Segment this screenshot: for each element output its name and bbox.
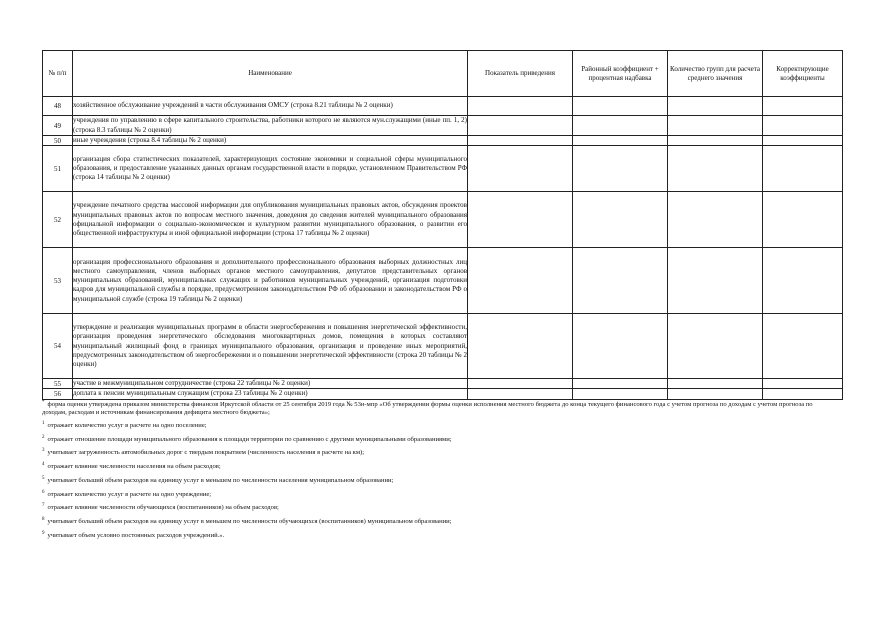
coefficient-cell (573, 314, 668, 379)
row-number: 55 (43, 379, 73, 389)
footnote-text: отражает отношение площади муниципального образования к площади территории по сравнению с другими муниципальными образованиями; (47, 435, 452, 443)
correction-cell (763, 97, 843, 116)
expenditure-table (42, 50, 843, 400)
groups-cell (668, 136, 763, 146)
footnote-text: форма оценки утверждена приказом министерства финансов Иркутской области от 25 сентября 2019 года № 53н-мпр «Об утверждении формы оценки исполнения местного бюджета до конца текущего финансового года с учетом прогноза по доходам с учетом прогноза по доходам, расходам и источникам финансирования дефицита местного бюджета»; (42, 400, 813, 417)
footnote-text: отражает количество услуг в расчете на одно учреждение; (47, 490, 212, 498)
groups-cell (668, 314, 763, 379)
footnote (42, 491, 832, 500)
correction-cell (763, 116, 843, 136)
table-row (43, 248, 843, 314)
coefficient-cell (573, 192, 668, 248)
indicator-cell (468, 248, 573, 314)
footnote-mark: 7 (42, 503, 45, 509)
footnote-text: отражает влияние численности обучающихся (воспитанников) на объем расходов; (47, 504, 279, 512)
footnote (42, 449, 832, 458)
row-number: 53 (43, 248, 73, 314)
footnote-mark: 1 (42, 420, 45, 426)
groups-cell (668, 116, 763, 136)
footnote-mark: 8 (42, 517, 45, 523)
correction-cell (763, 248, 843, 314)
document-page (42, 50, 844, 546)
header-name: Наименование (73, 51, 468, 97)
table-row (43, 97, 843, 116)
footnote (42, 518, 832, 527)
header-num: № п/п (43, 51, 73, 97)
footnote-mark: 2 (42, 434, 45, 440)
header-groups: Количество групп для расчета среднего значения (668, 51, 763, 97)
correction-cell (763, 192, 843, 248)
indicator-cell (468, 136, 573, 146)
footnote (42, 463, 832, 472)
row-name: утверждение и реализация муниципальных программ в области энергосбережения и повышения энергетической эффективности, организация проведения энергетического обследования многоквартирных домов, помещения в которых составляют муниципальный жилищный фонд в границах муниципального образования, организация и проведение иных мероприятий, предусмотренных законодательством об энергосбережении и о повышении энергетической эффективности (строка 20 таблицы № 2 оценки) (73, 314, 468, 379)
table-header-row (43, 51, 843, 97)
row-name: доплата к пенсии муниципальным служащим (строка 23 таблицы № 2 оценки) (73, 389, 468, 399)
footnote (42, 532, 832, 541)
row-number: 50 (43, 136, 73, 146)
footnote-mark: 4 (42, 462, 45, 468)
footnotes (42, 401, 832, 541)
correction-cell (763, 314, 843, 379)
row-number: 52 (43, 192, 73, 248)
footnote-text: отражает количество услуг в расчете на одно поселение; (47, 421, 207, 429)
row-number: 51 (43, 146, 73, 192)
footnote (42, 422, 832, 431)
row-number: 54 (43, 314, 73, 379)
footnote (42, 436, 832, 445)
coefficient-cell (573, 146, 668, 192)
footnote-mark: 5 (42, 475, 45, 481)
groups-cell (668, 97, 763, 116)
indicator-cell (468, 389, 573, 399)
table-row (43, 379, 843, 389)
row-name: учреждение печатного средства массовой информации для опубликования муниципальных правовых актов, обсуждения проектов муниципальных правовых актов по вопросам местного значения, доведения до сведения жителей муниципального образования официальной информации о социально-экономическом и культурном развитии муниципального образования, о развитии его общественной инфраструктуры и иной официальной информации (строка 17 таблицы № 2 оценки) (73, 192, 468, 248)
row-number: 48 (43, 97, 73, 116)
coefficient-cell (573, 389, 668, 399)
coefficient-cell (573, 116, 668, 136)
correction-cell (763, 146, 843, 192)
footnote-text: учитывает больший объем расходов на единицу услуг в меньшем по численности обучающихся (воспитанников) муниципальном образовании; (47, 518, 452, 526)
indicator-cell (468, 116, 573, 136)
header-correction: Корректирующие коэффициенты (763, 51, 843, 97)
groups-cell (668, 146, 763, 192)
table-row (43, 136, 843, 146)
indicator-cell (468, 146, 573, 192)
indicator-cell (468, 97, 573, 116)
row-name: участие в межмуниципальном сотрудничестве (строка 22 таблицы № 2 оценки) (73, 379, 468, 389)
groups-cell (668, 389, 763, 399)
footnote-text: отражает влияние численности населения на объем расходов; (47, 463, 221, 471)
table-row (43, 192, 843, 248)
footnote-mark: * (42, 399, 45, 405)
footnote (42, 401, 832, 418)
footnote (42, 477, 832, 486)
row-number: 56 (43, 389, 73, 399)
groups-cell (668, 379, 763, 389)
table-row (43, 116, 843, 136)
indicator-cell (468, 314, 573, 379)
footnote-mark: 6 (42, 489, 45, 495)
footnote-text: учитывает объем условно постоянных расходов учреждений.». (47, 532, 225, 540)
table-row (43, 389, 843, 399)
coefficient-cell (573, 379, 668, 389)
coefficient-cell (573, 248, 668, 314)
row-name: учреждения по управлению в сфере капитального строительства, работники которого не являются мун.служащими (иные пп. 1, 2) (строка 8.3 таблицы № 2 оценки) (73, 116, 467, 134)
row-name: иные учреждения (строка 8.4 таблицы № 2 оценки) (73, 136, 468, 146)
footnote-mark: 3 (42, 448, 45, 454)
footnote-mark: 9 (42, 531, 45, 537)
groups-cell (668, 248, 763, 314)
coefficient-cell (573, 136, 668, 146)
table-row (43, 314, 843, 379)
footnote (42, 504, 832, 513)
correction-cell (763, 389, 843, 399)
footnote-text: учитывает загруженность автомобильных дорог с твердым покрытием (численность населения в расчете на км); (47, 449, 365, 457)
correction-cell (763, 379, 843, 389)
row-name: хозяйственное обслуживание учреждений в части обслуживания ОМСУ (строка 8.21 таблицы № 2 оценки) (73, 97, 468, 116)
header-coefficient: Районный коэффициент + процентная надбавка (573, 51, 668, 97)
indicator-cell (468, 379, 573, 389)
row-name: организация профессионального образования и дополнительного профессионального образования выборных должностных лиц местного самоуправления, членов выборных органов местного самоуправления, депутатов представительных органов муниципальных образований, муниципальных служащих и работников муниципальных учреждений, организация подготовки кадров для муниципальной службы в порядке, предусмотренном законодательством РФ об образовании и законодательством РФ о муниципальной службе (строка 19 таблицы № 2 оценки) (73, 248, 468, 314)
coefficient-cell (573, 97, 668, 116)
correction-cell (763, 136, 843, 146)
row-number: 49 (43, 116, 73, 136)
indicator-cell (468, 192, 573, 248)
groups-cell (668, 192, 763, 248)
table-row (43, 146, 843, 192)
footnote-text: учитывает больший объем расходов на единицу услуг в меньшем по численности населения муниципальном образовании; (47, 476, 394, 484)
row-name: организация сбора статистических показателей, характеризующих состояние экономики и социальной сферы муниципального образования, и предоставление указанных данных органам государственной власти в порядке, установленном Правительством РФ (строка 14 таблицы № 2 оценки) (73, 146, 468, 192)
header-indicator: Показатель приведения (468, 51, 573, 97)
